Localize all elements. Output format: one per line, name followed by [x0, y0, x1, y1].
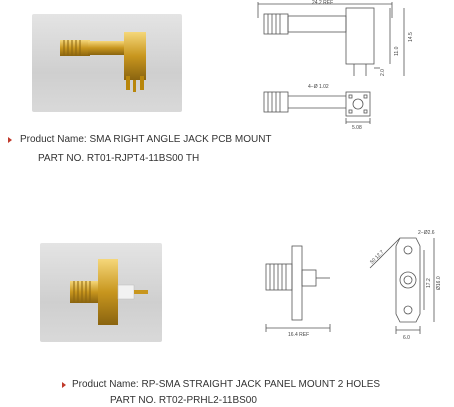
- product-1-bullet: [8, 137, 12, 143]
- product-2-part-no: PART NO. RT02-PRHL2-11BS00: [110, 395, 257, 406]
- dim-pin-pitch: 5.08: [352, 125, 362, 131]
- dim-flange-length: Ø16.0: [436, 276, 442, 290]
- product-2-photo: [40, 243, 162, 342]
- dim-pin-offset: 2.0: [380, 69, 386, 76]
- dim-diagonal: 50 12.7: [369, 249, 386, 266]
- dim-flange-width: 6.0: [403, 335, 410, 341]
- product-2-name: Product Name: RP-SMA STRAIGHT JACK PANEL MOUNT 2 HOLES: [72, 379, 381, 390]
- dim-height-a: 11.0: [394, 46, 400, 56]
- dim-pin-spec: 4−Ø 1.02: [308, 84, 329, 90]
- dim-hole-spacing: 17.2: [426, 278, 432, 288]
- product-1-dimension-drawing: [250, 0, 420, 131]
- product-1-name: Product Name: SMA RIGHT ANGLE JACK PCB MOUNT: [20, 134, 272, 145]
- rp-sma-panel-connector-image: [40, 243, 162, 342]
- dim-hole-dia: 2−Ø2.6: [418, 230, 435, 236]
- product-1-part-no: PART NO. RT01-RJPT4-11BS00 TH: [38, 153, 200, 164]
- product-2-bullet: [62, 382, 66, 388]
- dim-overall-length-2: 16.4 REF: [288, 332, 310, 338]
- product-2-dimension-drawing: [250, 224, 440, 340]
- dim-overall-length: 24.2 REF: [312, 0, 334, 6]
- product-1-photo: [32, 14, 182, 112]
- dim-height-b: 14.5: [408, 32, 414, 42]
- sma-right-angle-connector-image: [32, 14, 182, 112]
